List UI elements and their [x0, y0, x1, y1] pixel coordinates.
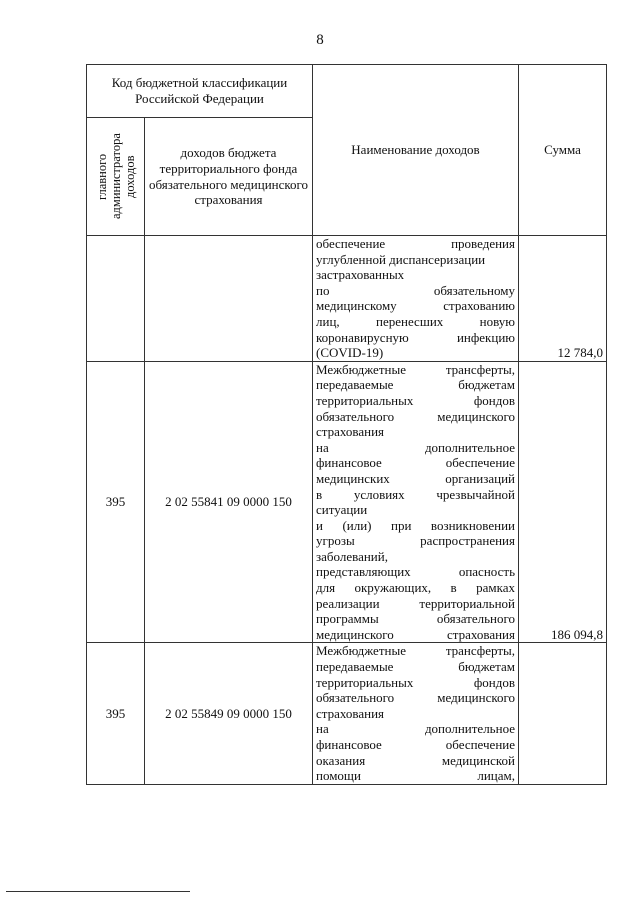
chief-administrator-code: 395 [87, 361, 145, 643]
revenue-name-line: Межбюджетные трансферты, [316, 361, 515, 377]
revenue-name-line: на дополнительное [316, 439, 515, 455]
revenue-name-line: для окружающих, в рамках [316, 580, 515, 596]
revenue-name-line: страхования [316, 705, 385, 721]
revenue-name-line: застрахованных [316, 267, 405, 283]
chief-administrator-code [87, 236, 145, 362]
revenue-name-line: угрозы распространения [316, 533, 515, 549]
revenue-name-line: в условиях чрезвычайной [316, 486, 515, 502]
revenue-name-line: медицинских организаций [316, 470, 515, 486]
header-chief-administrator-text: главного администратора доходов [94, 133, 137, 220]
table-row [87, 236, 607, 362]
revenue-name-line: углубленной диспансеризации [316, 251, 486, 267]
revenue-name-line: помощи лицам, [316, 768, 515, 784]
chief-administrator-code: 395 [87, 643, 145, 784]
revenue-name-line: финансовое обеспечение [316, 737, 515, 752]
header-sum: Сумма [519, 65, 607, 236]
revenue-name-line: и (или) при возникновении [316, 517, 515, 533]
revenue-name-line: ситуации [316, 502, 368, 518]
revenue-name-line: передаваемые бюджетам [316, 659, 515, 675]
revenue-name-line: медицинскому страхованию [316, 298, 515, 314]
budget-classification-code: 2 02 55849 09 0000 150 [145, 643, 313, 784]
revenue-name [313, 236, 519, 362]
revenue-name-line: территориальных фондов [316, 392, 515, 408]
revenue-name-line: на дополнительное [316, 721, 515, 737]
revenue-sum [519, 643, 607, 784]
revenue-name-line: финансовое обеспечение [316, 455, 515, 471]
footnote-divider [6, 891, 190, 892]
revenue-name-line: коронавирусную инфекцию [316, 329, 515, 345]
revenue-name-line: реализации территориальной [316, 595, 515, 611]
header-revenue-name: Наименование доходов [313, 65, 519, 236]
revenue-name-line: лиц, перенесших новую [316, 313, 515, 329]
revenue-name-line: (COVID-19) [316, 345, 384, 361]
revenue-sum: 12 784,0 [519, 236, 607, 362]
revenue-name-line: оказания медицинской [316, 752, 515, 768]
budget-classification-code: 2 02 55841 09 0000 150 [145, 361, 313, 643]
revenue-name-line: страхования [316, 424, 385, 440]
header-fund-revenue-code: доходов бюджета территориального фонда обязательного медицинского страхования [145, 118, 313, 236]
revenue-name-line: обязательного медицинского [316, 690, 515, 706]
header-kbk-title: Код бюджетной классификации Российской Федерации [87, 65, 313, 118]
revenue-sum: 186 094,8 [519, 361, 607, 643]
revenue-name-line: программы обязательного [316, 611, 515, 627]
revenue-name-line: Межбюджетные трансферты, [316, 643, 515, 659]
revenue-name-line: обязательного медицинского [316, 408, 515, 424]
revenue-name-line: медицинского страхования [316, 626, 515, 642]
table-row [87, 361, 607, 643]
table-body [87, 236, 607, 785]
budget-revenue-table [86, 64, 607, 785]
revenue-name-line: по обязательному [316, 282, 515, 298]
revenue-name-line: представляющих опасность [316, 564, 515, 580]
page-number: 8 [316, 32, 324, 48]
revenue-name [313, 361, 519, 643]
header-chief-administrator [87, 118, 145, 236]
revenue-name-line: территориальных фондов [316, 674, 515, 690]
revenue-name [313, 643, 519, 784]
revenue-name-line: заболеваний, [316, 548, 388, 564]
budget-classification-code [145, 236, 313, 362]
revenue-name-line: обеспечение проведения [316, 236, 515, 251]
revenue-name-line: передаваемые бюджетам [316, 377, 515, 393]
table-row [87, 643, 607, 784]
